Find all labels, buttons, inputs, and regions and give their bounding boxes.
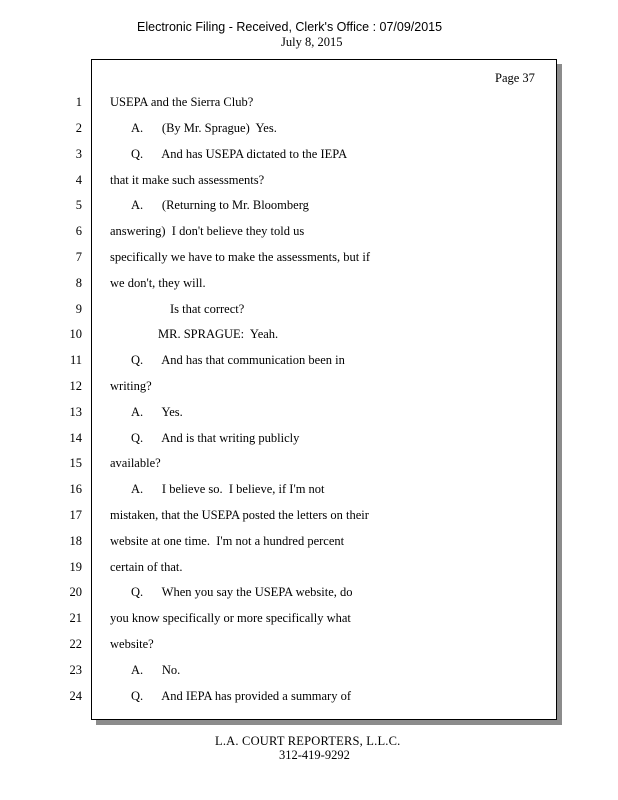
- line-number: 23: [69, 663, 82, 677]
- transcript-line: specifically we have to make the assessments, but if: [110, 250, 370, 264]
- line-number: 21: [69, 611, 82, 625]
- transcript-line: Q. And has USEPA dictated to the IEPA: [131, 147, 348, 161]
- line-number: 11: [69, 353, 82, 367]
- line-number: 6: [75, 224, 82, 238]
- transcript-line: MR. SPRAGUE: Yeah.: [158, 327, 279, 341]
- line-number: 20: [69, 585, 82, 599]
- transcript-line: website at one time. I'm not a hundred percent: [110, 534, 345, 548]
- line-number: 15: [69, 456, 82, 470]
- transcript-line: writing?: [110, 379, 152, 393]
- filing-date: July 8, 2015: [281, 35, 343, 49]
- transcript-line: A. (By Mr. Sprague) Yes.: [131, 121, 277, 135]
- transcript-line: Q. When you say the USEPA website, do: [131, 585, 353, 599]
- transcript-line: Q. And is that writing publicly: [131, 431, 300, 445]
- transcript-line: A. I believe so. I believe, if I'm not: [131, 482, 325, 496]
- line-number: 13: [69, 405, 82, 419]
- transcript-line: certain of that.: [110, 560, 183, 574]
- line-number: 12: [69, 379, 82, 393]
- line-number: 16: [69, 482, 82, 496]
- line-number: 19: [69, 560, 82, 574]
- transcript-line: A. Yes.: [131, 405, 183, 419]
- court-reporter-phone: 312-419-9292: [279, 748, 350, 762]
- line-number: 7: [75, 250, 82, 264]
- line-number: 2: [75, 121, 82, 135]
- line-number: 9: [75, 302, 82, 316]
- line-number: 22: [69, 637, 82, 651]
- line-number: 3: [75, 147, 82, 161]
- transcript-line: USEPA and the Sierra Club?: [110, 95, 254, 109]
- transcript-line: A. No.: [131, 663, 181, 677]
- transcript-line: Q. And IEPA has provided a summary of: [131, 689, 352, 703]
- line-number: 10: [69, 327, 82, 341]
- line-number: 8: [75, 276, 82, 290]
- line-number: 18: [69, 534, 82, 548]
- line-number: 1: [75, 95, 82, 109]
- transcript-line: we don't, they will.: [110, 276, 206, 290]
- line-number: 24: [69, 689, 82, 703]
- page-number: Page 37: [495, 71, 535, 85]
- transcript-line: you know specifically or more specifically what: [110, 611, 351, 625]
- transcript-line: that it make such assessments?: [110, 173, 265, 187]
- transcript-line: A. (Returning to Mr. Bloomberg: [131, 198, 309, 212]
- transcript-line: Q. And has that communication been in: [131, 353, 345, 367]
- line-number: 14: [69, 431, 82, 445]
- filing-stamp: Electronic Filing - Received, Clerk's Office : 07/09/2015: [137, 20, 443, 34]
- line-number: 4: [75, 173, 82, 187]
- transcript-line: available?: [110, 456, 161, 470]
- transcript-line: mistaken, that the USEPA posted the letters on their: [110, 508, 369, 522]
- court-reporter-name: L.A. COURT REPORTERS, L.L.C.: [215, 734, 401, 748]
- transcript-line: answering) I don't believe they told us: [110, 224, 305, 238]
- line-number: 17: [69, 508, 82, 522]
- transcript-line: website?: [110, 637, 154, 651]
- line-number: 5: [75, 198, 82, 212]
- transcript-line: Is that correct?: [170, 302, 245, 316]
